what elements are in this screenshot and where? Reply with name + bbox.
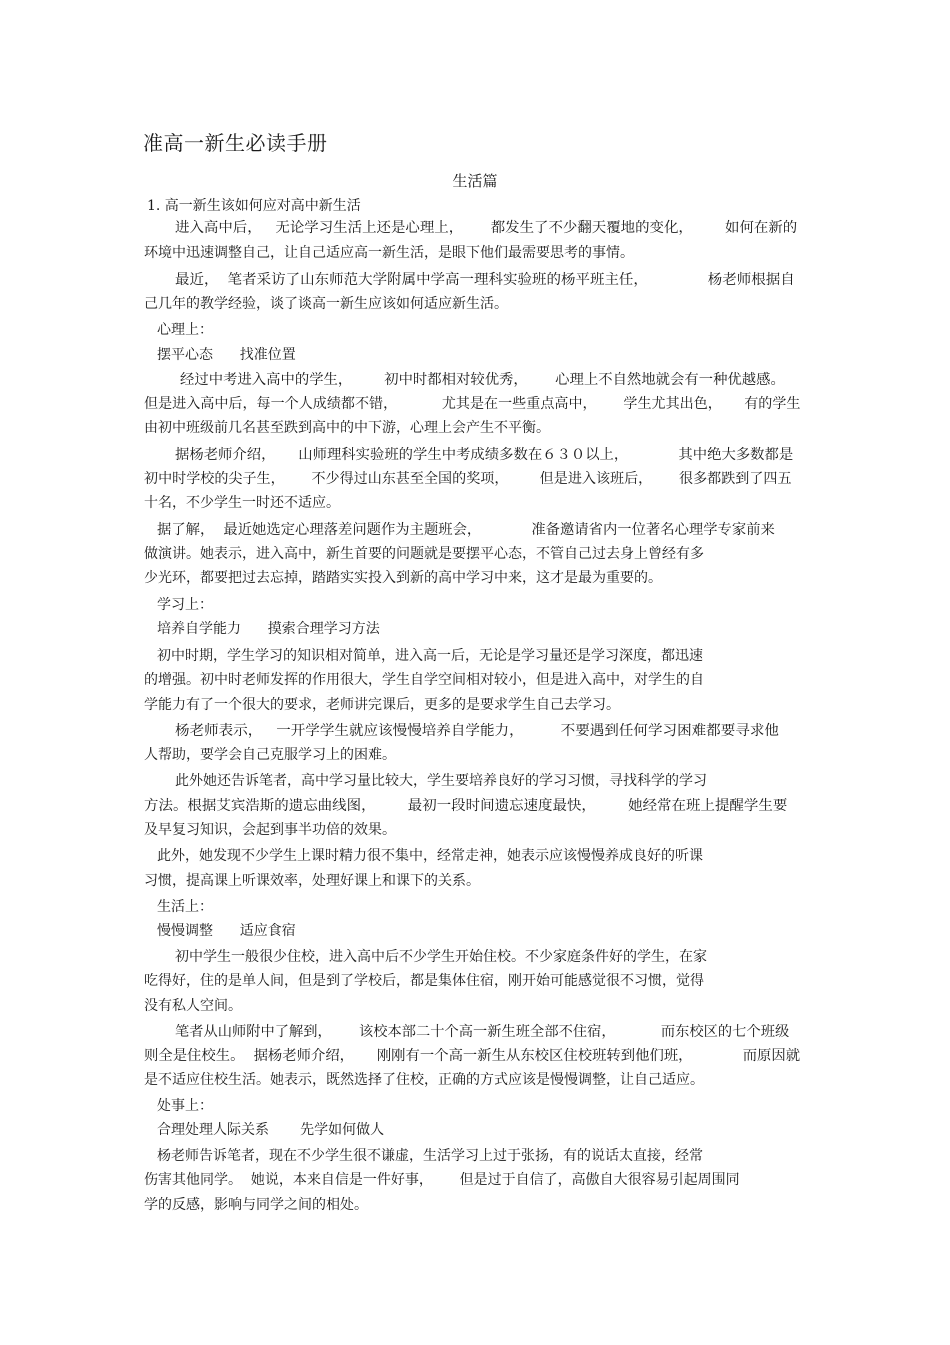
paragraph-line: 心理上： — [157, 322, 213, 338]
paragraph-line: 生活上： — [157, 899, 213, 915]
paragraph-line: 学能力有了一个很大的要求，老师讲完课后，更多的是要求学生自己去学习。 — [144, 697, 620, 713]
paragraph-line: 经过中考进入高中的学生， 初中时都相对较优秀， 心理上不自然地就会有一种优越感。 — [180, 372, 785, 388]
paragraph-line: 及早复习知识，会起到事半功倍的效果。 — [144, 822, 396, 838]
paragraph-line: 做演讲。她表示，进入高中，新生首要的问题就是要摆平心态，不管自己过去身上曾经有多 — [144, 546, 704, 562]
paragraph-line: 据了解， 最近她选定心理落差问题作为主题班会， 准备邀请省内一位著名心理学专家前来 — [157, 522, 775, 538]
paragraph-line: 伤害其他同学。 她说，本来自信是一件好事， 但是过于自信了，高傲自大很容易引起周围同 — [144, 1172, 740, 1188]
paragraph-line: 1. 高一新生该如何应对高中新生活 — [147, 198, 361, 214]
paragraph-line: 最近， 笔者采访了山东师范大学附属中学高一理科实验班的杨平班主任， 杨老师根据自 — [175, 272, 795, 288]
paragraph-line: 十名，不少学生一时还不适应。 — [144, 495, 340, 511]
paragraph-line: 学习上： — [157, 597, 213, 613]
paragraph-line: 学的反感，影响与同学之间的相处。 — [144, 1197, 368, 1213]
paragraph-line: 没有私人空间。 — [144, 998, 242, 1014]
section-title: 生活篇 — [452, 172, 498, 190]
paragraph-line: 笔者从山师附中了解到， 该校本部二十个高一新生班全部不住宿， 而东校区的七个班级 — [175, 1024, 790, 1040]
paragraph-line: 是不适应住校生活。她表示，既然选择了住校，正确的方式应该是慢慢调整，让自己适应。 — [144, 1072, 704, 1088]
paragraph-line: 方法。根据艾宾浩斯的遗忘曲线图， 最初一段时间遗忘速度最快， 她经常在班上提醒学生要 — [144, 798, 788, 814]
paragraph-line: 摆平心态 找准位置 — [157, 347, 296, 363]
paragraph-line: 处事上： — [157, 1098, 213, 1114]
document-title: 准高一新生必读手册 — [143, 131, 328, 155]
paragraph-line: 初中时学校的尖子生， 不少得过山东甚至全国的奖项， 但是进入该班后， 很多都跌到了四五 — [144, 471, 792, 487]
paragraph-line: 合理处理人际关系 先学如何做人 — [157, 1122, 385, 1138]
paragraph-line: 此外她还告诉笔者，高中学习量比较大，学生要培养良好的学习习惯，寻找科学的学习 — [175, 773, 707, 789]
paragraph-line: 此外，她发现不少学生上课时精力很不集中，经常走神，她表示应该慢慢养成良好的听课 — [157, 848, 703, 864]
paragraph-line: 慢慢调整 适应食宿 — [157, 923, 296, 939]
paragraph-line: 则全是住校生。 据杨老师介绍， 刚刚有一个高一新生从东校区住校班转到他们班， 而原因就 — [144, 1048, 801, 1064]
paragraph-line: 杨老师表示， 一开学学生就应该慢慢培养自学能力， 不要遇到任何学习困难都要寻求他 — [175, 723, 779, 739]
paragraph-line: 初中时期，学生学习的知识相对简单，进入高一后，无论是学习量还是学习深度，都迅速 — [157, 648, 703, 664]
paragraph-line: 杨老师告诉笔者，现在不少学生很不谦虚，生活学习上过于张扬，有的说话太直接，经常 — [157, 1148, 703, 1164]
paragraph-line: 少光环，都要把过去忘掉，踏踏实实投入到新的高中学习中来，这才是最为重要的。 — [144, 570, 662, 586]
paragraph-line: 但是进入高中后，每一个人成绩都不错， 尤其是在一些重点高中， 学生尤其出色， 有的学生 — [144, 396, 801, 412]
paragraph-line: 人帮助，要学会自己克服学习上的困难。 — [144, 747, 396, 763]
paragraph-line: 吃得好，住的是单人间，但是到了学校后，都是集体住宿，刚开始可能感觉很不习惯，觉得 — [144, 973, 704, 989]
paragraph-line: 进入高中后， 无论学习生活上还是心理上， 都发生了不少翻天覆地的变化， 如何在新的 — [175, 220, 798, 236]
paragraph-line: 习惯，提高课上听课效率，处理好课上和课下的关系。 — [144, 873, 480, 889]
paragraph-line: 初中学生一般很少住校，进入高中后不少学生开始住校。不少家庭条件好的学生，在家 — [175, 949, 707, 965]
paragraph-line: 的增强。初中时老师发挥的作用很大，学生自学空间相对较小，但是进入高中，对学生的自 — [144, 672, 704, 688]
paragraph-line: 培养自学能力 摸索合理学习方法 — [157, 621, 380, 637]
paragraph-line: 由初中班级前几名甚至跌到高中的中下游，心理上会产生不平衡。 — [144, 420, 550, 436]
paragraph-line: 己几年的教学经验，谈了谈高一新生应该如何适应新生活。 — [144, 296, 508, 312]
paragraph-line: 环境中迅速调整自己，让自己适应高一新生活，是眼下他们最需要思考的事情。 — [144, 245, 634, 261]
paragraph-line: 据杨老师介绍， 山师理科实验班的学生中考成绩多数在６３０以上， 其中绝大多数都是 — [175, 447, 794, 463]
